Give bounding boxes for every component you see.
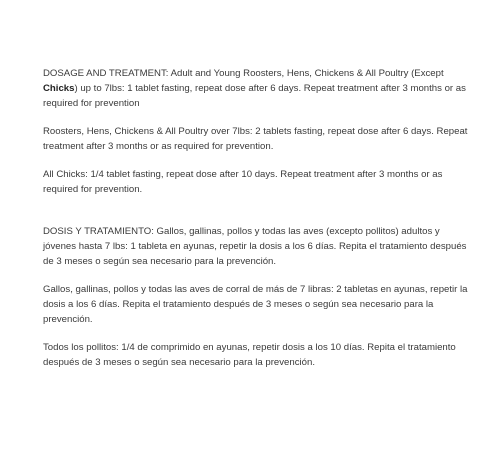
- dosage-paragraph-en: [43, 66, 473, 111]
- document-body: [43, 66, 473, 370]
- dosage-text-end: ) up to 7lbs: 1 tablet fasting, repeat dose after 6 days. Repeat treatment after 3 months or as required for prevention: [43, 83, 466, 109]
- dosage-text-start: DOSAGE AND TREATMENT: Adult and Young Roosters, Hens, Chickens & All Poultry (Except: [43, 68, 444, 79]
- chicks-paragraph-en: All Chicks: 1/4 tablet fasting, repeat dose after 10 days. Repeat treatment after 3 months or as required for prevention.: [43, 169, 443, 195]
- dosage-paragraph-es: DOSIS Y TRATAMIENTO: Gallos, gallinas, pollos y todas las aves (excepto pollitos) adultos y jóvenes hasta 7 lbs: 1 tableta en ayunas, repetir la dosis a los 6 días. Repita el tratamiento después de 3 meses o según sea necesario para la prevención.: [43, 226, 467, 267]
- over-7lbs-paragraph-en: Roosters, Hens, Chickens & All Poultry over 7lbs: 2 tablets fasting, repeat dose after 6 days. Repeat treatment after 3 months or as required for prevention.: [43, 126, 468, 152]
- over-7lbs-paragraph-es: Gallos, gallinas, pollos y todas las aves de corral de más de 7 libras: 2 tabletas en ayunas, repetir la dosis a los 6 días. Repita el tratamiento después de 3 meses o según sea necesario para la prevención.: [43, 284, 468, 325]
- chicks-paragraph-es: Todos los pollitos: 1/4 de comprimido en ayunas, repetir dosis a los 10 días. Repita el tratamiento después de 3 meses o según sea necesario para la prevención.: [43, 342, 456, 368]
- chicks-emphasis: Chicks: [43, 83, 75, 94]
